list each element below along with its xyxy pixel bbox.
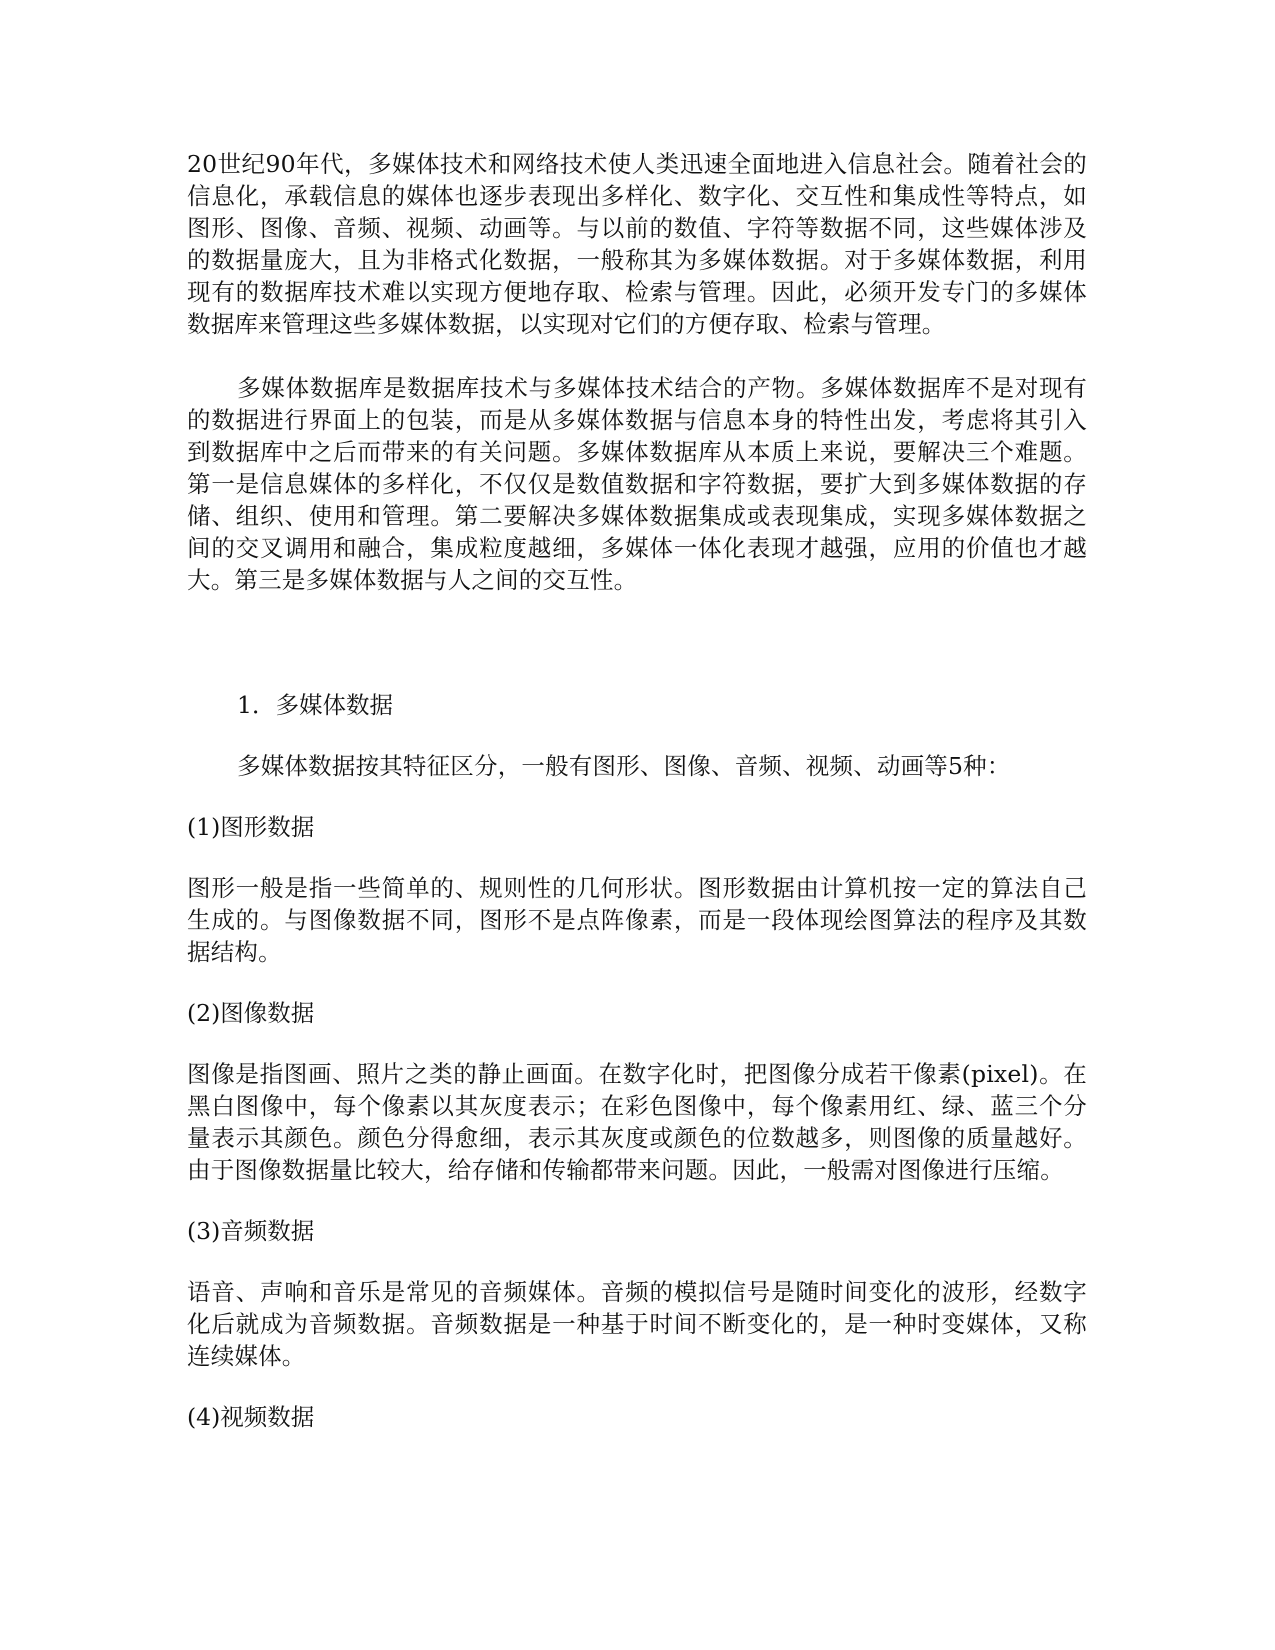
subsection-heading-image: (2)图像数据 [187, 999, 315, 1027]
intro-paragraph-2: 多媒体数据库是数据库技术与多媒体技术结合的产物。多媒体数据库不是对现有的数据进行界面上的包装，而是从多媒体数据与信息本身的特性出发，考虑将其引入到数据库中之后而带来的有关问题。多媒体数据库从本质上来说，要解决三个难题。第一是信息媒体的多样化，不仅仅是数值数据和字符数据，要扩大到多媒体数据的存储、组织、使用和管理。第二要解决多媒体数据集成或表现集成，实现多媒体数据之间的交叉调用和融合，集成粒度越细，多媒体一体化表现才越强，应用的价值也才越大。第三是多媒体数据与人之间的交互性。 [187, 374, 1087, 594]
document-page [187, 148, 1087, 1433]
subsection-body-graphics: 图形一般是指一些简单的、规则性的几何形状。图形数据由计算机按一定的算法自己生成的。与图像数据不同，图形不是点阵像素，而是一段体现绘图算法的程序及其数据结构。 [187, 874, 1087, 966]
subsection-heading-audio: (3)音频数据 [187, 1217, 315, 1245]
subsection-heading-graphics: (1)图形数据 [187, 813, 315, 841]
section-heading: 1．多媒体数据 [237, 691, 393, 719]
section-intro: 多媒体数据按其特征区分，一般有图形、图像、音频、视频、动画等5种： [237, 752, 1011, 780]
subsection-heading-video: (4)视频数据 [187, 1403, 315, 1431]
subsection-body-image: 图像是指图画、照片之类的静止画面。在数字化时，把图像分成若干像素(pixel)。在黑白图像中，每个像素以其灰度表示；在彩色图像中，每个像素用红、绿、蓝三个分量表示其颜色。颜色分得愈细，表示其灰度或颜色的位数越多，则图像的质量越好。由于图像数据量比较大，给存储和传输都带来问题。因此，一般需对图像进行压缩。 [187, 1060, 1087, 1184]
intro-paragraph-1: 20世纪90年代，多媒体技术和网络技术使人类迅速全面地进入信息社会。随着社会的信息化，承载信息的媒体也逐步表现出多样化、数字化、交互性和集成性等特点，如图形、图像、音频、视频、动画等。与以前的数值、字符等数据不同，这些媒体涉及的数据量庞大，且为非格式化数据，一般称其为多媒体数据。对于多媒体数据，利用现有的数据库技术难以实现方便地存取、检索与管理。因此，必须开发专门的多媒体数据库来管理这些多媒体数据，以实现对它们的方便存取、检索与管理。 [187, 150, 1087, 338]
subsection-body-audio: 语音、声响和音乐是常见的音频媒体。音频的模拟信号是随时间变化的波形，经数字化后就成为音频数据。音频数据是一种基于时间不断变化的，是一种时变媒体，又称连续媒体。 [187, 1278, 1087, 1370]
